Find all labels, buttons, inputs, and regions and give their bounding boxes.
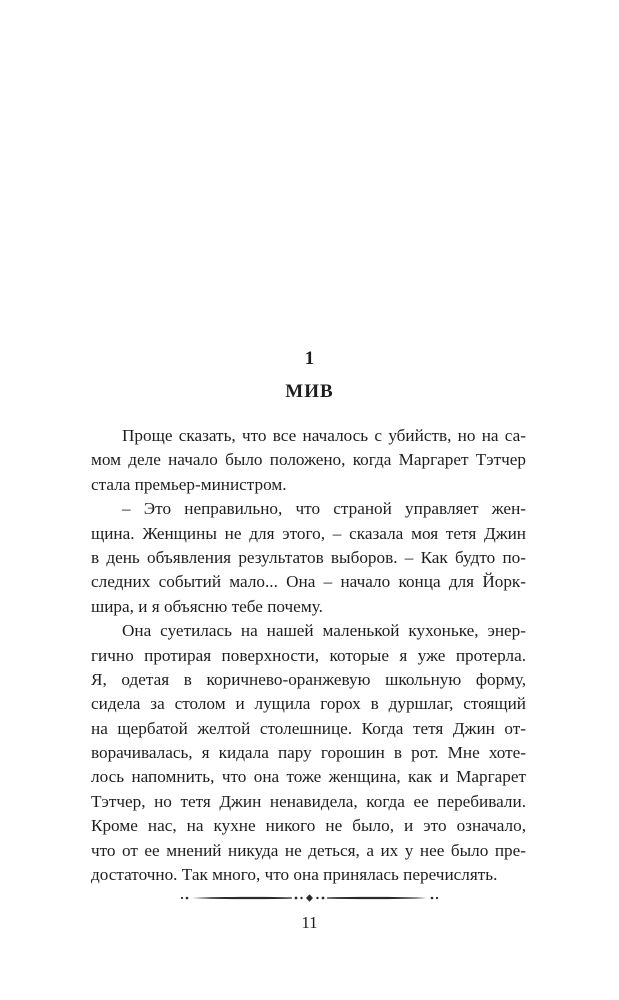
text-line: Проще сказать, что все началось с убийств, но на са- xyxy=(122,426,526,445)
text-line: Она суетилась на нашей маленькой кухоньке, энер- xyxy=(122,621,526,641)
text-line: сидела за столом и лущила горох в дуршлаг, стоящий xyxy=(91,694,526,714)
chapter-number: 1 xyxy=(304,348,315,369)
text-line: Тэтчер, но тетя Джин ненавидела, когда ее перебивали. xyxy=(91,791,526,811)
body-text xyxy=(91,424,526,887)
text-line: гично протирая поверхности, которые я уже протерла. xyxy=(91,645,526,665)
text-line: ворачивалась, я кидала пару горошин в рот. Мне хоте- xyxy=(91,743,526,763)
page-number: 11 xyxy=(301,913,318,932)
paragraph xyxy=(91,424,526,497)
text-line: щина. Женщины не для этого, – сказала моя тетя Джин xyxy=(91,523,526,543)
paragraph xyxy=(91,619,526,887)
text-line: лось напомнить, что она тоже женщина, как и Маргарет xyxy=(91,767,526,787)
paragraph xyxy=(91,497,526,619)
text-line: достаточно. Так много, что она принялась перечислять. xyxy=(91,865,498,885)
footer-ornament-divider xyxy=(180,890,439,906)
text-line: мом деле начало было положено, когда Маргарет Тэтчер xyxy=(91,450,526,470)
text-line: шира, и я объясню тебе почему. xyxy=(91,596,323,616)
text-line: – Это неправильно, что страной управляет жен- xyxy=(122,499,526,519)
text-line: в день объявления результатов выборов. – Как будто по- xyxy=(91,547,526,567)
chapter-title: МИВ xyxy=(285,381,334,402)
text-line: Кроме нас, на кухне никого не было, и это означало, xyxy=(91,816,526,836)
text-line: на щербатой желтой столешнице. Когда тетя Джин от- xyxy=(91,718,526,738)
text-line: Я, одетая в коричнево-оранжевую школьную форму, xyxy=(91,669,526,689)
text-line: следних событий мало... Она – начало конца для Йорк- xyxy=(91,572,526,592)
text-line: стала премьер-министром. xyxy=(91,474,287,494)
text-line: что от ее мнений никуда не деться, а их у нее было пре- xyxy=(91,840,526,860)
